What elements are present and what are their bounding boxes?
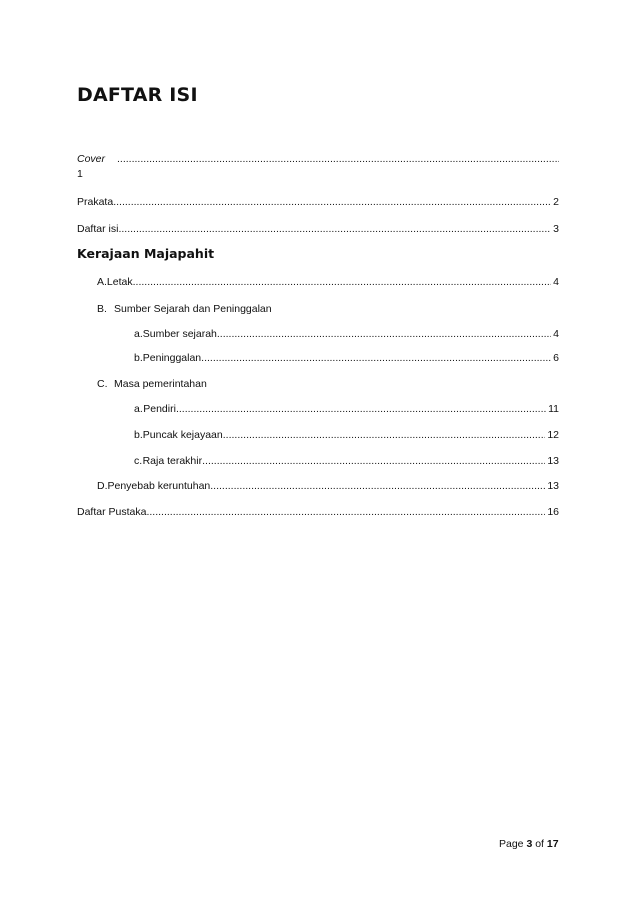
toc-entry-pendiri[interactable] [134, 403, 559, 416]
toc-entry-label: Penyebab keruntuhan [107, 480, 211, 492]
toc-entry-label: Peninggalan [142, 352, 202, 364]
toc-entry-letak[interactable] [97, 276, 559, 289]
toc-entry-marker: A. [97, 276, 107, 288]
toc-entry-label: Daftar isi [77, 223, 119, 235]
toc-entry-label: Letak [106, 276, 133, 288]
toc-leader-dots [176, 403, 546, 416]
toc-entry-sumber-sejarah-dan-peninggalan[interactable] [97, 303, 272, 316]
toc-entry-raja-terakhir[interactable] [134, 455, 559, 468]
toc-entry-label: Masa pemerintahan [114, 378, 207, 390]
footer-total-pages: 17 [546, 838, 559, 850]
toc-leader-dots [133, 276, 552, 289]
toc-entry-page-number: 4 [553, 328, 559, 340]
toc-entry-page-number: 11 [548, 403, 559, 415]
toc-entry-cover[interactable] [77, 153, 559, 166]
footer-page-word: Page [499, 838, 524, 850]
toc-entry-marker: b. [134, 352, 143, 364]
toc-entry-label: Pendiri [143, 403, 176, 415]
toc-entry-label: Sumber sejarah [142, 328, 217, 340]
toc-entry-daftar-pustaka[interactable] [77, 506, 559, 519]
toc-leader-dots [202, 455, 545, 468]
footer-current-page: 3 [526, 838, 533, 850]
toc-entry-page-number: 1 [77, 168, 83, 180]
toc-entry-page-number: 6 [553, 352, 559, 364]
toc-entry-label: Sumber Sejarah dan Peninggalan [114, 303, 272, 315]
toc-leader-dots [113, 196, 551, 209]
toc-entry-puncak-kejayaan[interactable] [134, 429, 559, 442]
toc-entry-daftar-isi[interactable] [77, 223, 559, 236]
toc-entry-marker: b. [134, 429, 143, 441]
toc-entry-sumber-sejarah[interactable] [134, 328, 559, 341]
toc-entry-label: Puncak kejayaan [142, 429, 223, 441]
toc-entry-page-number: 3 [553, 223, 559, 235]
toc-entry-label: Raja terakhir [142, 455, 203, 467]
toc-entry-prakata[interactable] [77, 196, 559, 209]
toc-entry-label: Cover [77, 153, 106, 165]
toc-entry-page-number: 13 [547, 455, 559, 467]
toc-leader-dots [146, 506, 545, 519]
toc-entry-peninggalan[interactable] [134, 352, 559, 365]
toc-entry-marker: C. [97, 378, 108, 390]
toc-entry-marker: a. [134, 403, 143, 415]
toc-entry-page-number: 16 [547, 506, 559, 518]
toc-leader-dots [117, 153, 559, 166]
page-footer [499, 838, 559, 850]
toc-leader-dots [118, 223, 551, 236]
toc-entry-page-number: 2 [553, 196, 559, 208]
toc-entry-marker: B. [97, 303, 107, 315]
page-title: DAFTAR ISI [77, 84, 198, 106]
toc-entry-masa-pemerintahan[interactable] [97, 378, 207, 391]
toc-entry-page-number: 4 [553, 276, 559, 288]
toc-entry-page-number: 12 [547, 429, 559, 441]
toc-entry-marker: a. [134, 328, 143, 340]
toc-entry-marker: D. [97, 480, 108, 492]
toc-leader-dots [217, 328, 551, 341]
toc-entry-label: Prakata [77, 196, 114, 208]
toc-leader-dots [210, 480, 545, 493]
toc-entry-page-number: 13 [547, 480, 559, 492]
section-heading: Kerajaan Majapahit [77, 246, 215, 261]
toc-entry-label: Daftar Pustaka [77, 506, 147, 518]
toc-leader-dots [201, 352, 551, 365]
footer-of-word: of [535, 838, 544, 850]
toc-entry-penyebab-keruntuhan[interactable] [97, 480, 559, 493]
toc-entry-marker: c. [134, 455, 143, 467]
toc-leader-dots [223, 429, 546, 442]
